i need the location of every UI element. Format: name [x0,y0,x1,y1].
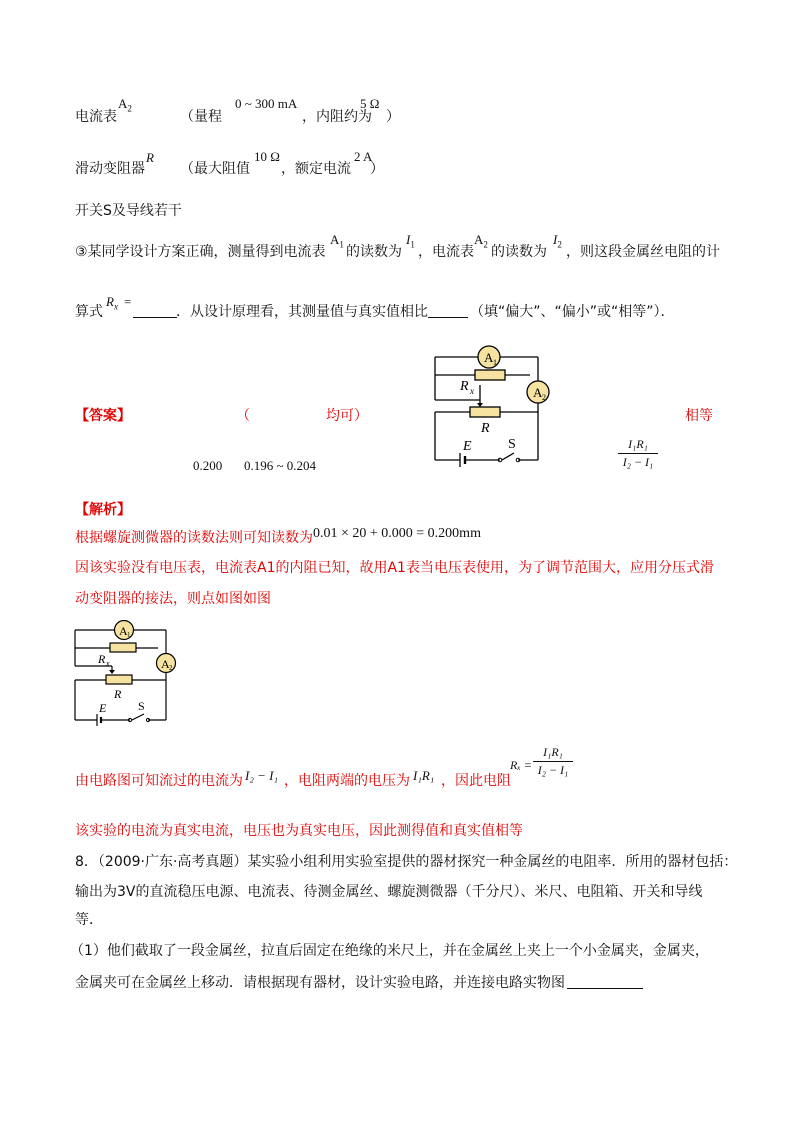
analysis-line4-c: ，因此电阻 [441,773,511,789]
svg-text:R: R [481,421,490,436]
ammeter-resistance: 5 Ω [360,96,380,111]
ammeter-symbol: $A_2$ [118,96,132,114]
svg-text:A: A [533,385,543,400]
svg-text:A: A [161,657,170,671]
question3-line1: ③某同学设计方案正确，测量得到电流表 [75,244,326,260]
question3-eq: = [124,294,132,309]
svg-text:1: 1 [127,631,131,639]
analysis-line1-formula: 0.01 × 20 + 0.000 = 0.200mm [313,526,481,541]
rheostat-max: 10 Ω [254,149,280,164]
svg-text:S: S [138,699,145,713]
item-switch-wires: 开关S及导线若干 [75,203,182,219]
svg-text:1: 1 [493,358,497,367]
answer-paren-close: 均可） [326,408,368,424]
svg-text:A: A [484,350,494,365]
circuit-diagram-answer [430,345,555,470]
analysis-line4-b: ，电阻两端的电压为 [284,773,410,789]
question3-text-c: ，电流表 [418,244,474,260]
answer-frac-den: I₂ − I₁ [622,455,654,469]
answer-frac-num: I₁R₁ [628,437,648,451]
svg-text:2: 2 [169,664,173,672]
analysis-line4-i: I₂ − I₁ [245,768,278,783]
svg-text:S: S [508,437,516,452]
answer-fraction [618,437,658,470]
svg-text:A: A [119,624,128,638]
ammeter-detail-suffix: ） [386,109,400,125]
analysis-label: 【解析】 [75,502,131,518]
svg-text:R: R [98,652,106,666]
rheostat-detail-prefix: （最大阻值 [180,161,250,177]
rheostat-symbol: R [146,150,154,165]
question3-blank2[interactable] [428,301,468,318]
rheostat-detail-suffix: ） [370,161,384,177]
question3-text-b: 的读数为 [346,244,402,260]
answer-value1: 0.200 [193,458,223,473]
analysis-line4-u: I₁R₁ [413,768,435,783]
answer-label: 【答案】 [75,408,131,424]
analysis-frac-den: I₂ − I₁ [537,763,569,777]
analysis-frac-num: I₁R₁ [543,745,563,759]
svg-text:R: R [114,687,122,701]
analysis-fraction [533,745,573,778]
analysis-line3: 动变阻器的接法，则点如图如图 [75,591,271,607]
question3-text-d: 的读数为 [491,244,547,260]
question8-line3: 等． [75,912,103,928]
question3-a1-symbol: $A_1$ [330,232,344,250]
item-rheostat: 滑动变阻器 [75,161,145,177]
question3-i2: $I_2$ [553,232,562,250]
question8-line4: （1）他们截取了一段金属丝，拉直后固定在绝缘的米尺上，并在金属丝上夹上一个小金属夹，金属夹， [70,943,709,959]
question8-blank[interactable] [567,972,643,989]
svg-text:E: E [99,701,107,715]
question3-line2-a: 算式 [75,304,103,320]
question8-line5: 金属夹可在金属丝上移动．请根据现有器材，设计实验电路，并连接电路实物图 [75,975,565,991]
question3-line2-b: ．从设计原理看，其测量值与真实值相比 [176,304,428,320]
svg-text:2: 2 [542,393,546,402]
svg-text:E: E [463,439,472,454]
svg-text:x: x [106,659,110,668]
question3-i1: $I_1$ [406,232,415,250]
answer-value2: 0.196 ~ 0.204 [244,458,317,473]
question3-line2-c: （填“偏大”、“偏小”或“相等”）． [470,304,675,320]
svg-text:x: x [470,386,474,396]
question3-blank1[interactable] [133,301,177,318]
ammeter-detail-prefix: （量程 [180,109,222,125]
question8-line1: 8．（2009·广东·高考真题）某实验小组利用实验室提供的器材探究一种金属丝的电阻率．所用的器材包括： [75,854,738,870]
item-label: 电流表 [75,109,117,125]
circuit-diagram-analysis [70,620,185,730]
svg-text:R: R [460,379,469,394]
analysis-line5: 该实验的电流为真实电流，电压也为真实电压，因此测得值和真实值相等 [75,823,523,839]
question3-a2-symbol: $A_2$ [474,232,488,250]
analysis-line4-rx: Rₓ = [510,758,532,772]
question3-rx: $R_x$ [106,294,118,312]
ammeter-detail-mid: ，内阻约为 [302,109,372,125]
analysis-line1: 根据螺旋测微器的读数法则可知读数为 [75,530,313,546]
ammeter-range: 0 ~ 300 mA [235,96,298,111]
rheostat-detail-mid: ，额定电流 [281,161,351,177]
analysis-line4-a: 由电路图可知流过的电流为 [75,773,243,789]
item-ammeter-a2 [75,106,117,126]
rheostat-current: 2 A [354,149,373,164]
question8-line2: 输出为3V的直流稳压电源、电流表、待测金属丝、螺旋测微器（千分尺）、米尺、电阻箱、开关和导线 [75,884,703,900]
analysis-line2: 因该实验没有电压表，电流表A1的内阻已知，故用A1表当电压表使用，为了调节范围大，应用分压式滑 [75,560,714,576]
answer-equal: 相等 [685,408,713,424]
answer-paren-open: （ [236,408,250,424]
question3-text-e: ，则这段金属丝电阻的计 [566,244,720,260]
